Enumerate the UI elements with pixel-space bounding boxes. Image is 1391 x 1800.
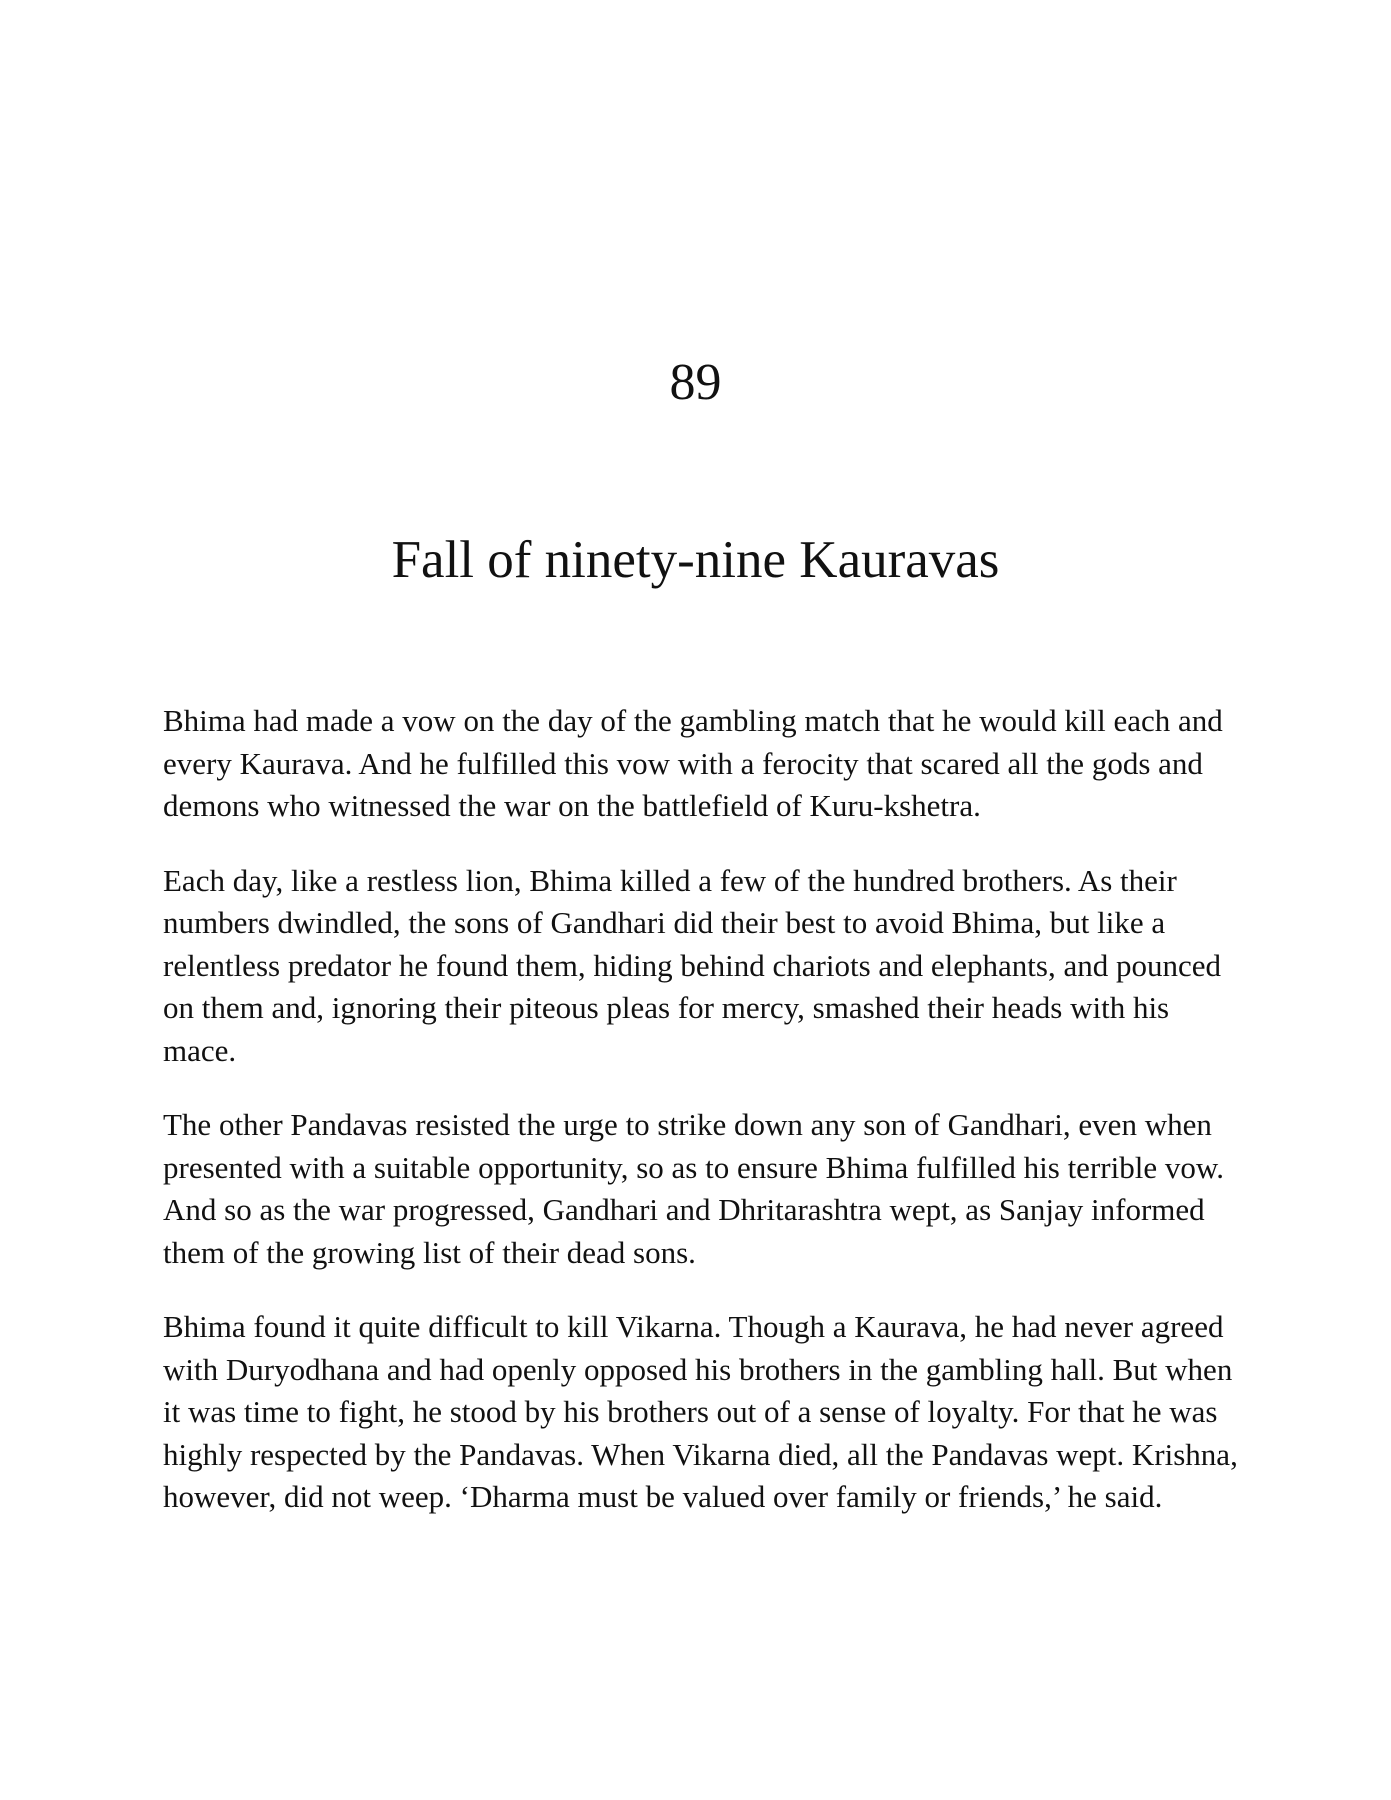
chapter-number: 89 (669, 354, 722, 411)
paragraph: The other Pandavas resisted the urge to strike down any son of Gandhari, even when presented with a suitable opportunity, so as to ensure Bhima fulfilled his terrible vow. And so as the war progressed, Gandhari and Dhritarashtra wept, as Sanjay informed them of the growing list of their dead sons. (163, 1107, 1224, 1270)
paragraph: Bhima found it quite difficult to kill Vikarna. Though a Kaurava, he had never agreed with Duryodhana and had openly opposed his brothers in the gambling hall. But when it was time to fight, he stood by his brothers out of a sense of loyalty. For that he was highly respected by the Pandavas. When Vikarna died, all the Pandavas wept. Krishna, however, did not weep. ‘Dharma must be valued over family or friends,’ he said. (163, 1309, 1238, 1514)
chapter-title: Fall of ninety-nine Kauravas (391, 531, 1000, 589)
chapter-body (163, 700, 1238, 1551)
paragraph: Bhima had made a vow on the day of the gambling match that he would kill each and every Kaurava. And he fulfilled this vow with a ferocity that scared all the gods and demons who witnessed the war on the battlefield of Kuru-kshetra. (163, 703, 1223, 823)
paragraph: Each day, like a restless lion, Bhima killed a few of the hundred brothers. As their numbers dwindled, the sons of Gandhari did their best to avoid Bhima, but like a relentless predator he found them, hiding behind chariots and elephants, and pounced on them and, ignoring their piteous pleas for mercy, smashed their heads with his mace. (163, 862, 1221, 1068)
